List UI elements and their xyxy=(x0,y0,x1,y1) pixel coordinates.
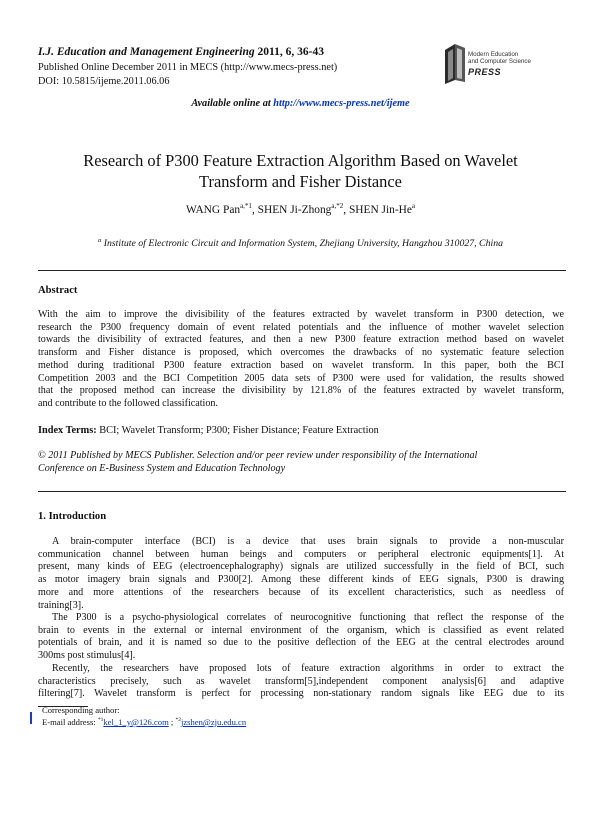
logo-line2: and Computer Science xyxy=(468,57,531,65)
intro-line: communication channel between human beings and computers or peripheral electronic equipments[1]. At xyxy=(38,548,564,560)
intro-line: as motor imagery brain signals and P300[2]. Among these different kinds of EEG signals, P300 is drawing xyxy=(38,574,564,586)
email-link-1[interactable]: kel_1_y@126.com xyxy=(103,717,169,727)
abstract-heading: Abstract xyxy=(38,285,78,296)
index-terms-text: BCI; Wavelet Transform; P300; Fisher Distance; Feature Extraction xyxy=(96,425,379,436)
affiliation-sup: a xyxy=(98,237,102,244)
section-divider xyxy=(38,491,566,492)
footnote-label: Corresponding author: xyxy=(42,705,120,715)
email-separator: ; xyxy=(168,717,176,727)
email-link-2[interactable]: jzshen@zju.edu.cn xyxy=(180,717,247,727)
author-list xyxy=(0,202,601,216)
intro-line: A brain-computer interface (BCI) is a device that uses brain signals to provide a non-muscular xyxy=(52,536,564,547)
title-line-1: Research of P300 Feature Extraction Algorithm Based on Wavelet xyxy=(83,151,518,170)
affiliation-text: Institute of Electronic Circuit and Information System, Zhejiang University, Hangzhou 310027, China xyxy=(103,238,503,249)
intro-line: characteristics precisely, such as wavelet transform[5],independent component analysis[6] and adaptive xyxy=(38,675,564,687)
intro-line: 300ms post stimulus[4]. xyxy=(38,650,136,662)
publisher-logo xyxy=(442,36,562,92)
author-name: WANG Pan xyxy=(185,204,241,216)
intro-line: training[3]. xyxy=(38,599,84,611)
author-separator: , xyxy=(251,204,258,216)
intro-paragraph-3 xyxy=(38,663,564,701)
doi-line: DOI: 10.5815/ijeme.2011.06.06 xyxy=(38,76,170,87)
affiliation xyxy=(0,237,601,249)
author-name: SHEN Ji-Zhong xyxy=(257,204,332,216)
introduction-heading: 1. Introduction xyxy=(38,511,107,522)
intro-line: filtering[7]. Wavelet transform is perfect for processing non-stationary random signals like EEG due to its xyxy=(38,688,564,700)
abstract-line: and contribute to the followed classification. xyxy=(38,397,218,409)
intro-paragraph-1 xyxy=(38,536,564,612)
intro-line: present, many kinds of EEG (electroencephalography) signals are utilized successfully in the field of BCI, such xyxy=(38,561,564,573)
abstract-line: method during traditional P300 feature extraction based on wavelet transform. In this paper, both the BCI xyxy=(38,359,564,371)
logo-line1: Modern Education xyxy=(468,51,519,58)
volume-info: 2011, 6, 36-43 xyxy=(257,46,324,58)
journal-citation xyxy=(38,46,324,58)
intro-line: more and more attentions of the researchers because of its excellent characteristics, such as needless of xyxy=(38,586,564,598)
author-name: SHEN Jin-He xyxy=(348,204,412,216)
available-prefix: Available online at xyxy=(191,98,274,109)
copyright-notice xyxy=(38,449,564,475)
intro-line: Recently, the researchers have proposed lots of feature extraction algorithms in order to extract the xyxy=(52,663,564,674)
abstract-line: Competition 2003 and the BCI Competition 2005 data sets of P300 were used for validation, the results showed xyxy=(38,372,564,384)
available-online xyxy=(0,98,601,109)
author-separator: , xyxy=(343,204,349,216)
email-sup-1: *1 xyxy=(97,717,104,723)
abstract-line: research the P300 frequency domain of event related potentials and the influence of mother wavelet selection xyxy=(38,321,564,333)
title-line-2: Transform and Fisher Distance xyxy=(199,172,402,191)
footnote-emails xyxy=(42,715,246,727)
author-sup: a,*2 xyxy=(331,202,344,210)
journal-name: I.J. Education and Management Engineering xyxy=(38,46,255,58)
email-sup-2: *2 xyxy=(175,717,181,723)
intro-paragraph-2 xyxy=(38,612,564,663)
copyright-line: © 2011 Published by MECS Publisher. Selection and/or peer review under responsibility of the International xyxy=(38,450,478,461)
intro-line: potentials of brain, and it is named so due to the positive deflection of the EEG at the central electrodes around xyxy=(38,637,564,649)
author-sup: a xyxy=(411,202,416,210)
abstract-body xyxy=(38,309,564,411)
abstract-line: towards the divisibility of extracted features, and then a new P300 feature extraction method based on wavelet xyxy=(38,334,564,346)
abstract-line: that the proposed method can increase the divisibility by 121.8% of the features extracted by wavelet transform, xyxy=(38,385,564,397)
published-line: Published Online December 2011 in MECS (http://www.mecs-press.net) xyxy=(38,62,338,73)
intro-line: The P300 is a psycho-physiological correlates of neurocognitive functioning that reflect the response of the xyxy=(52,612,564,623)
change-bar xyxy=(30,712,32,724)
logo-press: PRESS xyxy=(468,67,502,77)
copyright-line: Conference on E-Business System and Education Technology xyxy=(38,463,286,474)
intro-line: brain to events in the external or internal environment of the organism, which is classified as event related xyxy=(38,624,564,636)
abstract-line: transform and Fisher distance is proposed, which overcomes the drawbacks of no systematic feature selection xyxy=(38,347,564,359)
paper-title xyxy=(40,150,561,192)
top-divider xyxy=(38,270,566,271)
index-terms-label: Index Terms: xyxy=(38,425,97,436)
journal-url-link[interactable]: http://www.mecs-press.net/ijeme xyxy=(273,98,410,109)
author-sup: a,*1 xyxy=(240,202,252,210)
abstract-line: With the aim to improve the divisibility of the features extracted by wavelet transform in P300 detection, we xyxy=(38,309,564,320)
index-terms xyxy=(38,425,564,436)
books-logo-icon xyxy=(442,40,468,86)
email-prefix: E-mail address: xyxy=(42,717,98,727)
